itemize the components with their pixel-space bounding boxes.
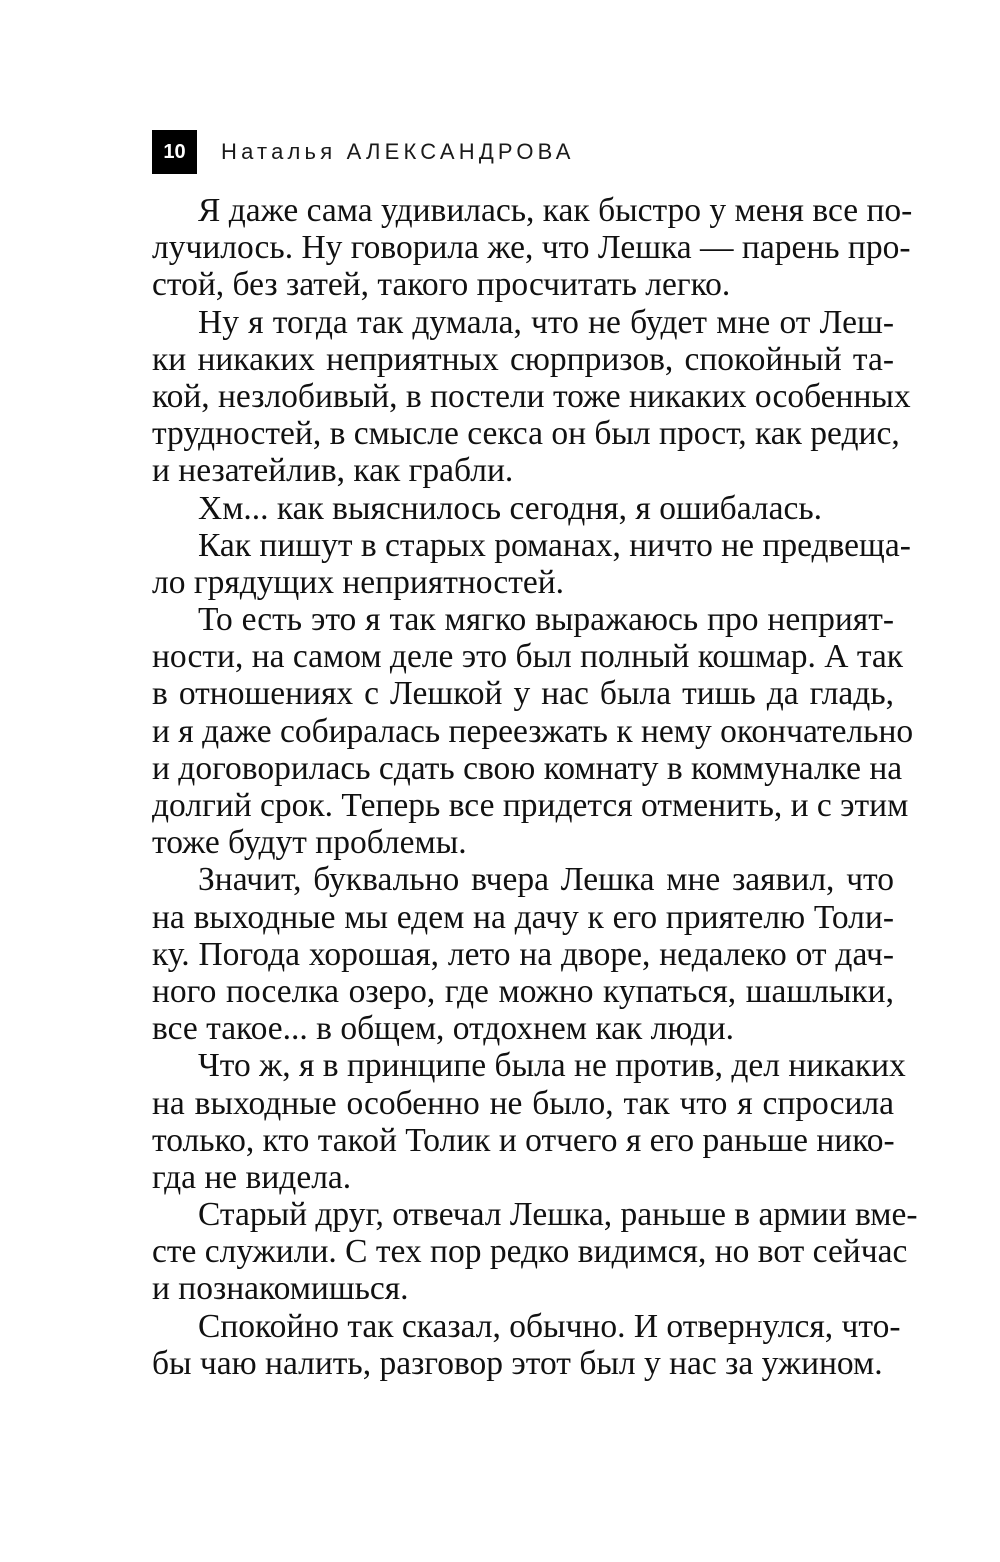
text-line: Я даже сама удивилась, как быстро у меня все по- xyxy=(198,192,913,229)
text-line: Ну я тогда так думала, что не будет мне от Леш- xyxy=(198,303,894,341)
body-text xyxy=(152,192,918,1382)
text-line: Спокойно так сказал, обычно. И отвернулся, что- xyxy=(198,1307,901,1345)
paragraph xyxy=(152,192,913,304)
paragraph xyxy=(152,526,911,601)
text-line: То есть это я так мягко выражаюсь про неприят- xyxy=(198,601,894,639)
text-line: и незатейлив, как грабли. xyxy=(152,452,514,490)
text-line: Хм... как выяснилось сегодня, я ошибалась. xyxy=(198,489,823,527)
paragraph xyxy=(152,1196,918,1308)
text-line: ку. Погода хорошая, лето на дворе, недалеко от дач- xyxy=(152,935,894,973)
text-line: только, кто такой Толик и отчего я его раньше нико- xyxy=(152,1121,895,1159)
text-line: ки никаких неприятных сюрпризов, спокойный та- xyxy=(152,340,894,378)
text-line: на выходные особенно не было, так что я спросила xyxy=(152,1084,894,1122)
page-header xyxy=(152,130,575,174)
text-line: бы чаю налить, разговор этот был у нас за ужином. xyxy=(152,1344,883,1382)
paragraph xyxy=(152,1307,901,1382)
text-line: все такое... в общем, отдохнем как люди. xyxy=(152,1010,735,1048)
paragraph xyxy=(152,601,914,862)
text-line: гда не видела. xyxy=(152,1158,352,1196)
paragraph xyxy=(152,490,894,527)
paragraph xyxy=(152,1047,906,1196)
paragraph xyxy=(152,861,894,1047)
text-line: ного поселка озеро, где можно купаться, шашлыки, xyxy=(152,972,894,1010)
running-head-author: Наталья АЛЕКСАНДРОВА xyxy=(221,139,575,164)
text-line: ности, на самом деле это был полный кошмар. А так xyxy=(152,638,904,676)
text-line: долгий срок. Теперь все придется отменить, и с этим xyxy=(152,787,909,824)
text-line: Что ж, я в принципе была не против, дел никаких xyxy=(198,1047,906,1085)
text-line: тоже будут проблемы. xyxy=(152,824,467,862)
paragraph xyxy=(152,303,911,490)
text-line: Значит, буквально вчера Лешка мне заявил, что xyxy=(198,861,894,899)
text-line: лучилось. Ну говорила же, что Лешка — парень про- xyxy=(152,229,911,267)
text-line: трудностей, в смысле секса он был прост, как редис, xyxy=(152,415,900,453)
text-line: на выходные мы едем на дачу к его приятелю Толи- xyxy=(152,898,894,936)
text-line: стой, без затей, такого просчитать легко. xyxy=(152,266,731,304)
text-line: ло грядущих неприятностей. xyxy=(152,563,565,601)
text-line: в отношениях с Лешкой у нас была тишь да гладь, xyxy=(152,675,894,713)
text-line: и познакомишься. xyxy=(152,1270,409,1308)
text-line: кой, незлобивый, в постели тоже никаких особенных xyxy=(152,377,911,415)
text-line: и договорилась сдать свою комнату в коммуналке на xyxy=(152,749,903,787)
text-line: Старый друг, отвечал Лешка, раньше в армии вме- xyxy=(198,1196,918,1234)
text-line: сте служили. С тех пор редко видимся, но вот сейчас xyxy=(152,1233,908,1271)
text-line: и я даже собиралась переезжать к нему окончательно xyxy=(152,712,914,750)
page-number: 10 xyxy=(152,130,197,174)
text-line: Как пишут в старых романах, ничто не предвеща- xyxy=(198,526,911,564)
